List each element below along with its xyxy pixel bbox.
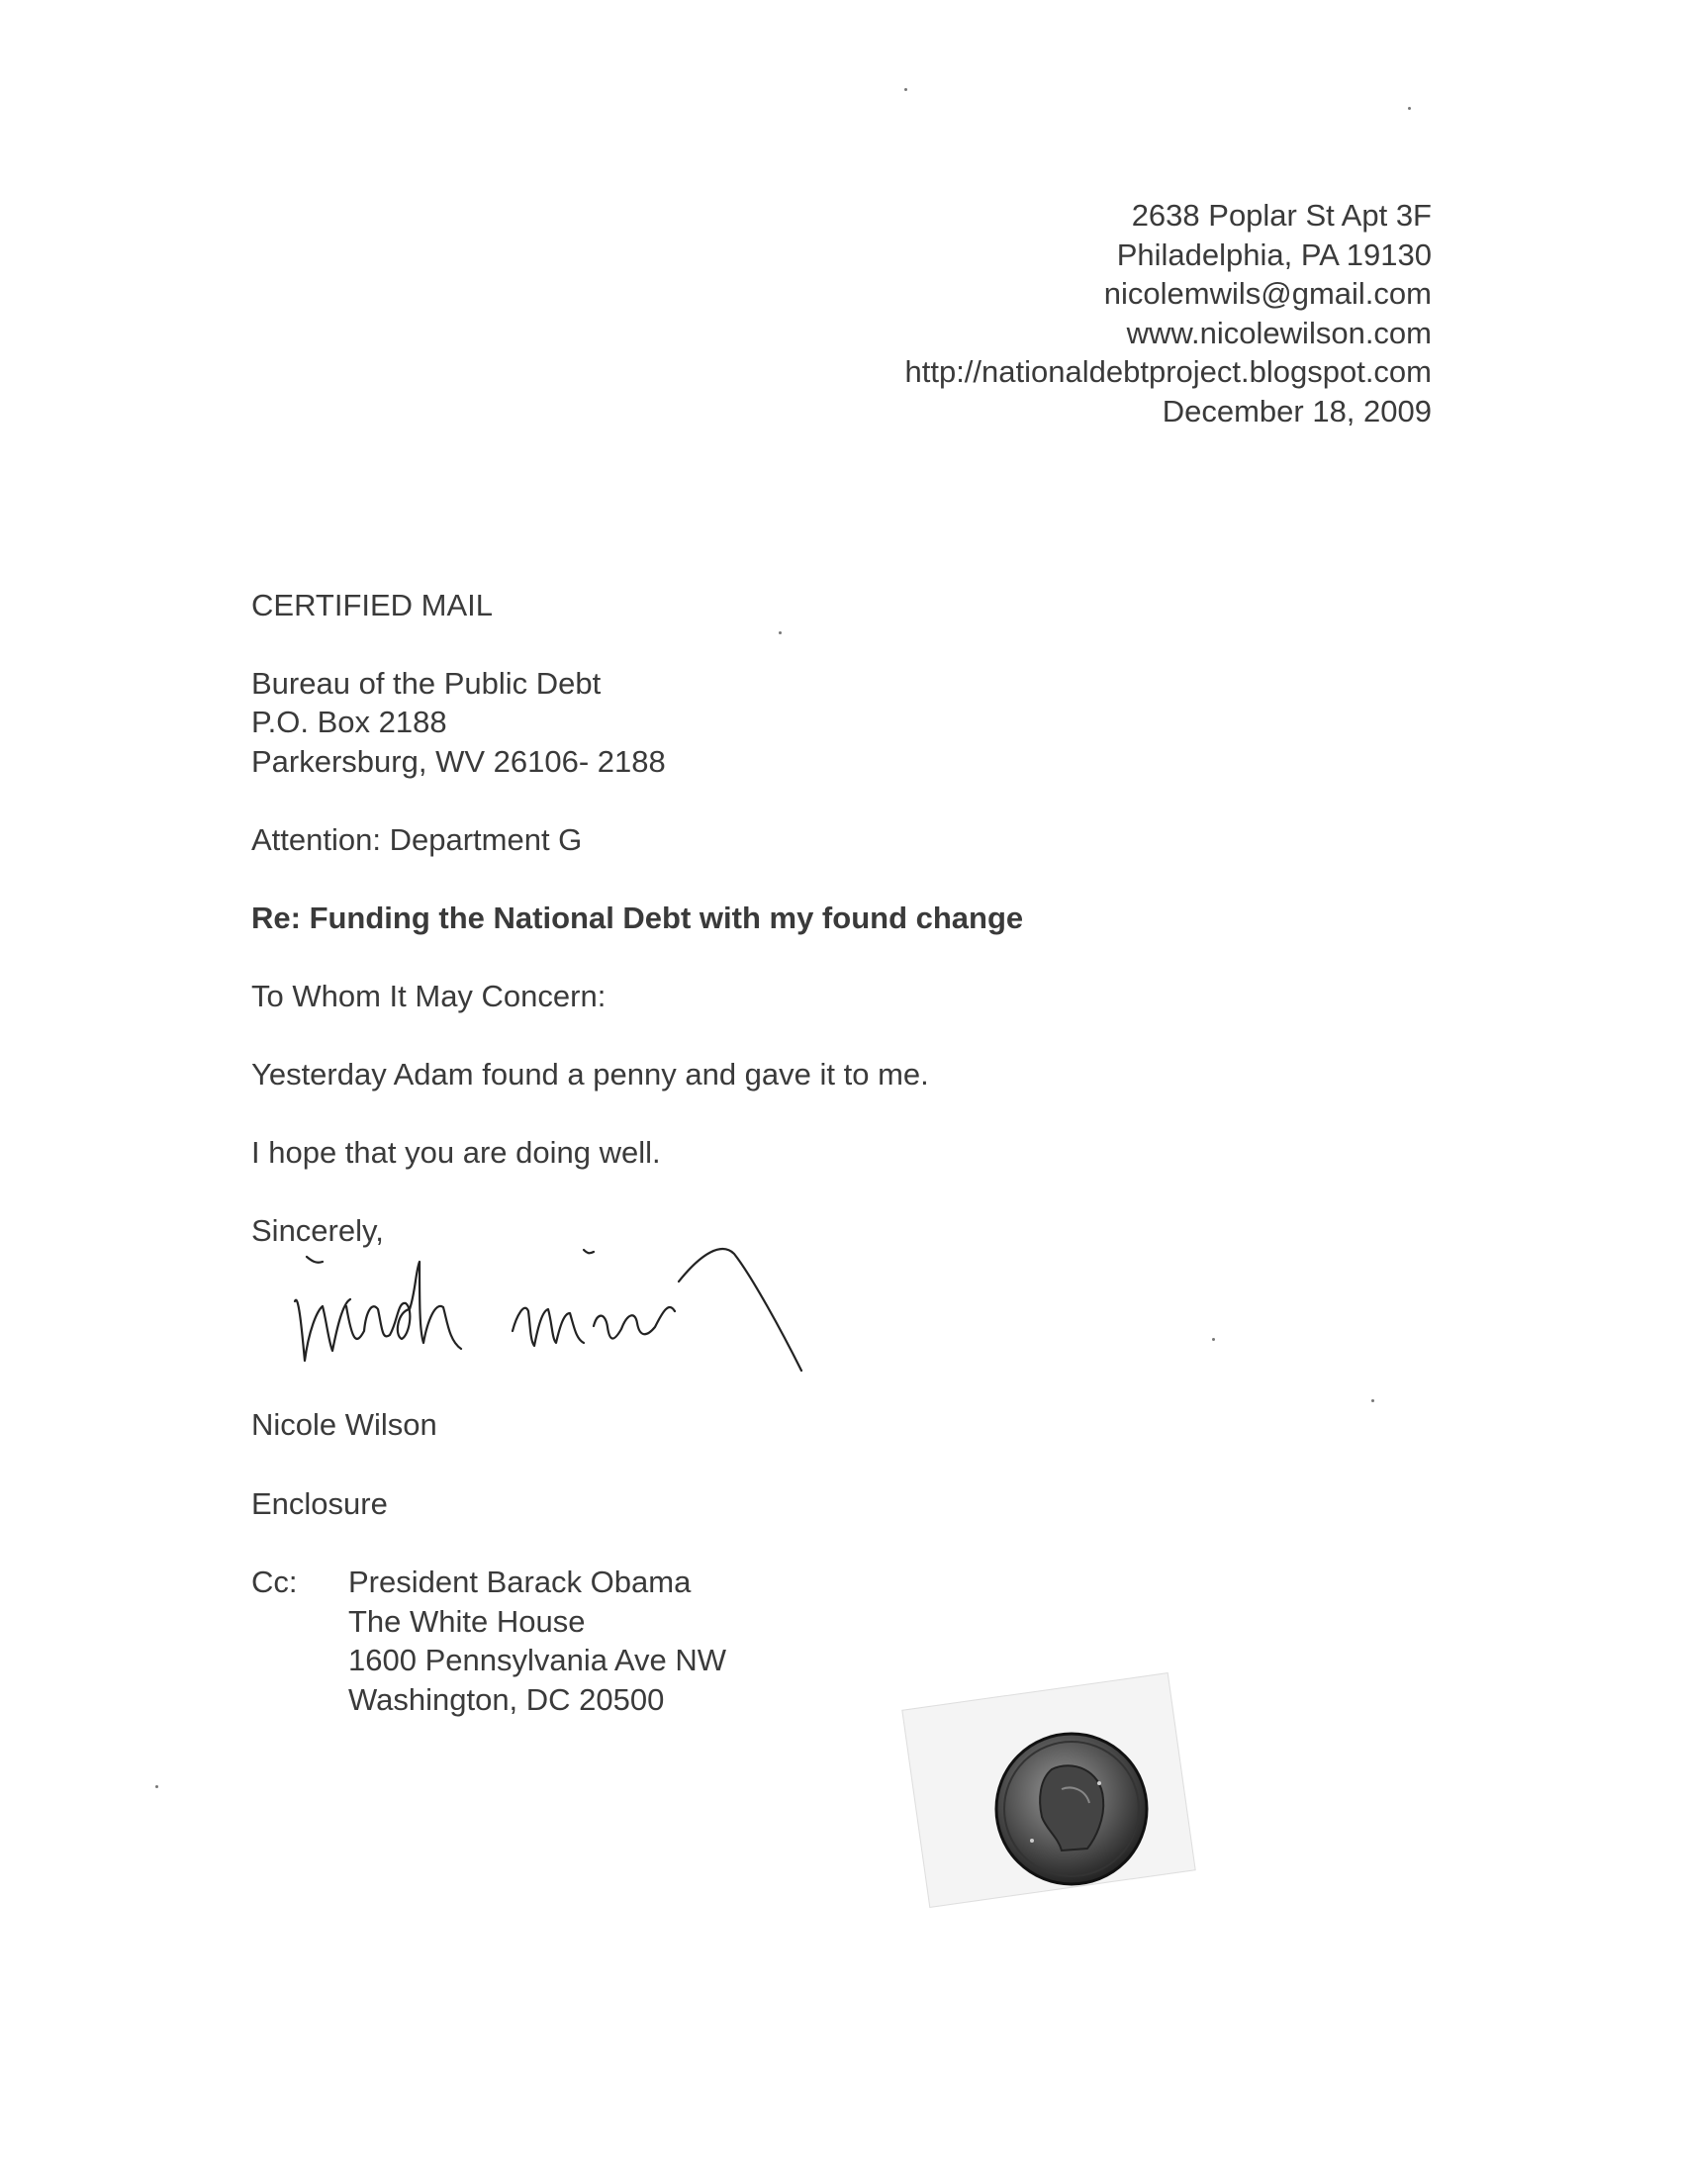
- signer-name: Nicole Wilson: [251, 1407, 437, 1442]
- sender-email: nicolemwils@gmail.com: [1103, 276, 1432, 311]
- penny-coin-icon: [992, 1730, 1151, 1888]
- sender-street: 2638 Poplar St Apt 3F: [1131, 198, 1432, 233]
- subject-line: Re: Funding the National Debt with my found change: [251, 901, 1024, 935]
- cc-label: Cc:: [251, 1565, 298, 1599]
- recipient-name: Bureau of the Public Debt: [251, 666, 602, 701]
- sender-blog: http://nationaldebtproject.blogspot.com: [904, 354, 1432, 389]
- body-paragraph-1: Yesterday Adam found a penny and gave it to me.: [251, 1057, 929, 1092]
- closing: Sincerely,: [251, 1213, 384, 1248]
- scan-speck: [904, 88, 907, 91]
- cc-line-1: President Barack Obama: [348, 1565, 692, 1599]
- scan-speck: [1371, 1399, 1374, 1402]
- cc-line-4: Washington, DC 20500: [348, 1682, 665, 1717]
- salutation: To Whom It May Concern:: [251, 979, 607, 1013]
- scan-speck: [155, 1785, 158, 1788]
- sender-city: Philadelphia, PA 19130: [1116, 237, 1432, 272]
- recipient-city: Parkersburg, WV 26106- 2188: [251, 744, 666, 779]
- letter-date: December 18, 2009: [1162, 394, 1432, 428]
- cc-line-3: 1600 Pennsylvania Ave NW: [348, 1643, 726, 1677]
- mail-type: CERTIFIED MAIL: [251, 588, 494, 622]
- cc-line-2: The White House: [348, 1604, 586, 1639]
- recipient-box: P.O. Box 2188: [251, 705, 447, 739]
- scan-speck: [1212, 1338, 1215, 1341]
- sender-website: www.nicolewilson.com: [1126, 316, 1432, 350]
- scan-speck: [1408, 107, 1411, 110]
- attention-line: Attention: Department G: [251, 822, 583, 857]
- scan-speck: [779, 631, 782, 634]
- body-paragraph-2: I hope that you are doing well.: [251, 1135, 661, 1170]
- handwritten-signature: [287, 1232, 920, 1400]
- enclosure-note: Enclosure: [251, 1486, 388, 1521]
